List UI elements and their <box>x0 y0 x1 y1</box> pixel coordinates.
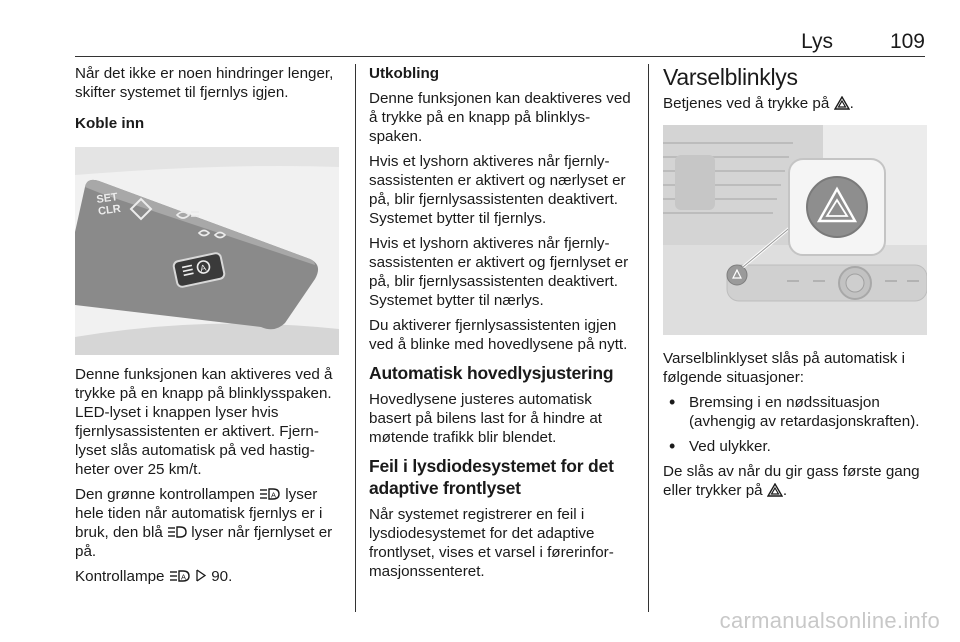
led-fault-heading: Feil i lysdiodesystemet for det adaptive frontlyset <box>369 456 614 498</box>
page-header <box>75 30 925 52</box>
svg-text:A: A <box>271 490 277 500</box>
indicator-reference: Kontrollampe A 90. <box>75 568 233 585</box>
deactivation-paragraph: De slås av når du gir gass første gang eller trykker på . <box>663 463 920 499</box>
activation-paragraph: Denne funksjonen kan aktiveres ved å trykke på en knapp på blinklysspaken. LED-lyset i knappen lyser hvis fjernlysassistenten er aktivert. Fjernlyset slås automatisk på ved hastigheter over 25 km/t. <box>75 366 333 478</box>
hazard-switch-illustration <box>663 125 927 335</box>
led-fault-paragraph: Når systemet registrerer en feil i lysdiodesystemet for det adaptive frontlyset, vises et varsel i førerinformasjonssenteret. <box>369 506 614 580</box>
hazard-switch-large <box>807 177 867 237</box>
list-item: • Ved ulykker. <box>663 437 927 456</box>
section-title: Lys <box>801 30 833 53</box>
set-clr-label: SETCLR <box>95 191 122 218</box>
reactivate-paragraph: Du aktiverer fjernlysassistenten igjen ved å blinke med hovedlysene på nytt. <box>369 317 628 353</box>
intro-paragraph: Når det ikke er noen hindringer lenger, skifter systemet til fjernlys igjen. <box>75 65 334 101</box>
watermark: carmanualsonline.info <box>719 608 940 633</box>
deactivation-paragraph: Denne funksjonen kan deaktiveres ved å trykke på en knapp på blinklysspaken. <box>369 90 631 145</box>
auto-activation-paragraph: Varselblinklyset slås på automatisk i følgende situasjoner: <box>663 350 905 386</box>
column-2 <box>369 64 631 587</box>
koble-inn-heading: Koble inn <box>75 115 145 132</box>
hazard-lights-heading: Varselblinklys <box>663 64 798 90</box>
utkobling-heading: Utkobling <box>369 65 440 82</box>
column-divider <box>355 64 356 612</box>
indicator-paragraph: Den grønne kontrollampen A lyser hele tiden når automatisk fjernlys er i bruk, den blå lyser når fjernlyset er på. <box>75 486 333 560</box>
column-3 <box>663 64 927 506</box>
flash-paragraph-1: Hvis et lyshorn aktiveres når fjernlysassistenten er aktivert og nærlyset er på, blir fjernlysassistenten deaktivert. Systemet bytter til fjernlys. <box>369 153 626 227</box>
svg-text:A: A <box>180 572 186 582</box>
column-1 <box>75 64 341 592</box>
auto-high-beam-indicator-icon <box>259 487 281 501</box>
list-item: • Bremsing i en nødssituasjon (avhengig av retardasjonskraften). <box>663 393 927 431</box>
flash-paragraph-2: Hvis et lyshorn aktiveres når fjernlysassistenten er aktivert og fjernlyset er på, blir fjernlysassistenten deaktivert. Systemet bytter til nærlys. <box>369 235 629 309</box>
header-rule <box>75 56 925 57</box>
page-number: 109 <box>889 30 925 53</box>
hazard-intro: Betjenes ved å trykke på . <box>663 95 854 112</box>
auto-levelling-paragraph: Hovedlysene justeres automatisk basert på bilens last for å hindre at møtende trafikk blir blendet. <box>369 391 603 446</box>
lever-illustration <box>75 147 339 355</box>
svg-text:A: A <box>199 262 208 274</box>
auto-high-beam-indicator-icon <box>169 569 191 583</box>
auto-levelling-heading: Automatisk hovedlysjustering <box>369 363 614 383</box>
page-reference-icon <box>195 569 207 582</box>
high-beam-indicator-icon <box>167 525 187 539</box>
situation-list <box>663 393 927 456</box>
hazard-triangle-icon <box>767 483 783 497</box>
column-divider <box>648 64 649 612</box>
hazard-triangle-icon <box>834 96 850 110</box>
